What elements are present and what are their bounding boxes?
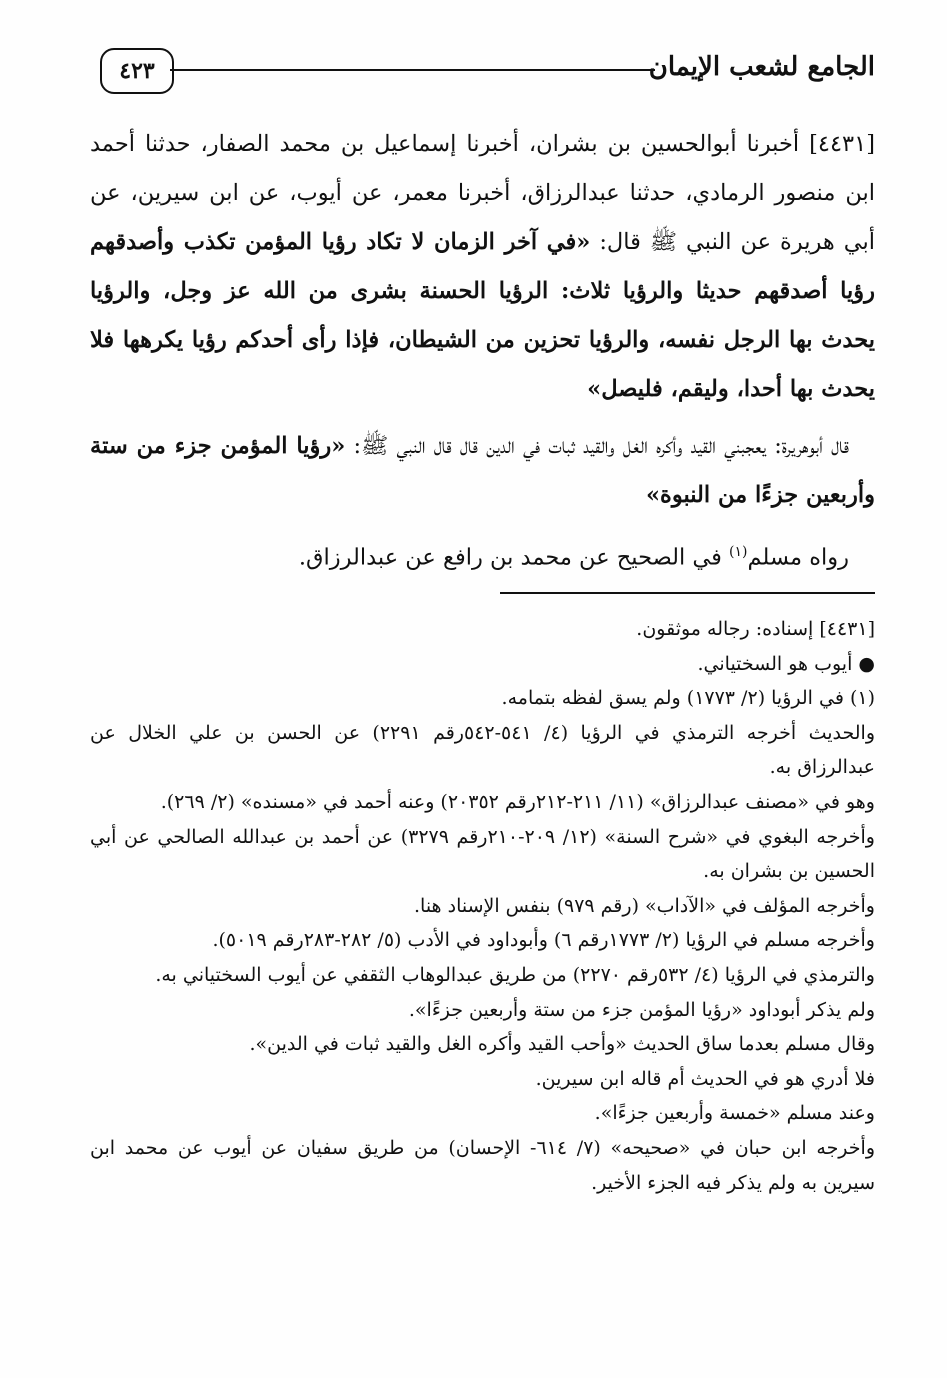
- footnote-line: وقال مسلم بعدما ساق الحديث «وأحب القيد وأكره الغل والقيد ثبات في الدين».: [249, 1033, 875, 1056]
- footnote-reference: (١): [729, 544, 748, 560]
- book-title: الجامع لشعب الإيمان: [648, 52, 875, 82]
- footnote-line: ولم يذكر أبوداود «رؤيا المؤمن جزء من ستة وأربعين جزءًا».: [408, 998, 875, 1021]
- footnote-line: وأخرجه المؤلف في «الآداب» (رقم ٩٧٩) بنفس الإسناد هنا.: [414, 894, 875, 917]
- footnotes: [90, 612, 875, 1200]
- header-rule: [170, 69, 655, 71]
- footnote-line: وأخرجه البغوي في «شرح السنة» (١٢/ ٢٠٩-٢١٠رقم ٣٢٧٩) عن أحمد بن عبدالله الصالحي عن أبي الحسين بن بشران به.: [90, 825, 875, 883]
- footnote-line: ● أيوب هو السختياني.: [697, 652, 875, 675]
- hadith-paragraph: [90, 120, 875, 414]
- abu-hurayra-matn: «رؤيا المؤمن جزء من ستة وأربعين جزءًا من النبوة»: [90, 433, 875, 508]
- footnote-line: وعند مسلم «خمسة وأربعين جزءًا».: [594, 1102, 875, 1125]
- abu-hurayra-intro: قال أبوهريرة: يعجبني القيد وأكره الغل والقيد ثبات في الدين قال قال النبي ﷺ:: [345, 433, 850, 459]
- muslim-paragraph: [90, 528, 875, 583]
- footnote-separator: [500, 592, 875, 594]
- hadith-isnad: [٤٤٣١] أخبرنا أبوالحسين بن بشران، أخبرنا إسماعيل بن محمد الصفار، حدثنا أحمد ابن منصور الرمادي، حدثنا عبدالرزاق، أخبرنا معمر، عن أيوب، عن ابن سيرين، عن أبي هريرة عن النبي ﷺ قال:: [90, 131, 875, 255]
- footnote-line: وأخرجه ابن حبان في «صحيحه» (٧/ ٦١٤- الإحسان) من طريق سفيان عن أيوب عن محمد ابن سيرين به ولم يذكر فيه الجزء الأخير.: [90, 1136, 875, 1194]
- muslim-after: في الصحيح عن محمد بن رافع عن عبدالرزاق.: [298, 544, 730, 571]
- footnote-line: فلا أدري هو في الحديث أم قاله ابن سيرين.: [535, 1067, 875, 1090]
- main-text: [90, 120, 875, 583]
- page-header: [100, 40, 875, 100]
- footnote-line: وهو في «مصنف عبدالرزاق» (١١/ ٢١١-٢١٢رقم ٢٠٣٥٢) وعنه أحمد في «مسنده» (٢/ ٢٦٩).: [160, 790, 875, 813]
- footnote-line: [٤٤٣١] إسناده: رجاله موثقون.: [636, 618, 875, 640]
- footnote-line: وأخرجه مسلم في الرؤيا (٢/ ١٧٧٣رقم ٦) وأبوداود في الأدب (٥/ ٢٨٢-٢٨٣رقم ٥٠١٩).: [212, 929, 875, 952]
- abu-hurayra-paragraph: [90, 422, 875, 520]
- footnote-line: والحديث أخرجه الترمذي في الرؤيا (٤/ ٥٤١-٥٤٢رقم ٢٢٩١) عن الحسن بن علي الخلال عن عبدالرزاق به.: [90, 721, 875, 779]
- footnote-line: والترمذي في الرؤيا (٤/ ٥٣٢رقم ٢٢٧٠) من طريق عبدالوهاب الثقفي عن أيوب السختياني به.: [155, 963, 875, 986]
- footnote-line: (١) في الرؤيا (٢/ ١٧٧٣) ولم يسق لفظه بتمامه.: [501, 687, 875, 710]
- page-number: ٤٢٣: [100, 48, 174, 94]
- muslim-before: رواه مسلم: [747, 544, 849, 571]
- hadith-matn: «في آخر الزمان لا تكاد رؤيا المؤمن تكذب وأصدقهم رؤيا أصدقهم حديثا والرؤيا ثلاث: الرؤيا الحسنة بشرى من الله عز وجل، والرؤيا يحدث بها الرجل نفسه، والرؤيا تحزين من الشيطان، فإذا رأى أحدكم رؤيا يكرهها فلا يحدث بها أحدا، وليقم، فليصل»: [90, 229, 875, 402]
